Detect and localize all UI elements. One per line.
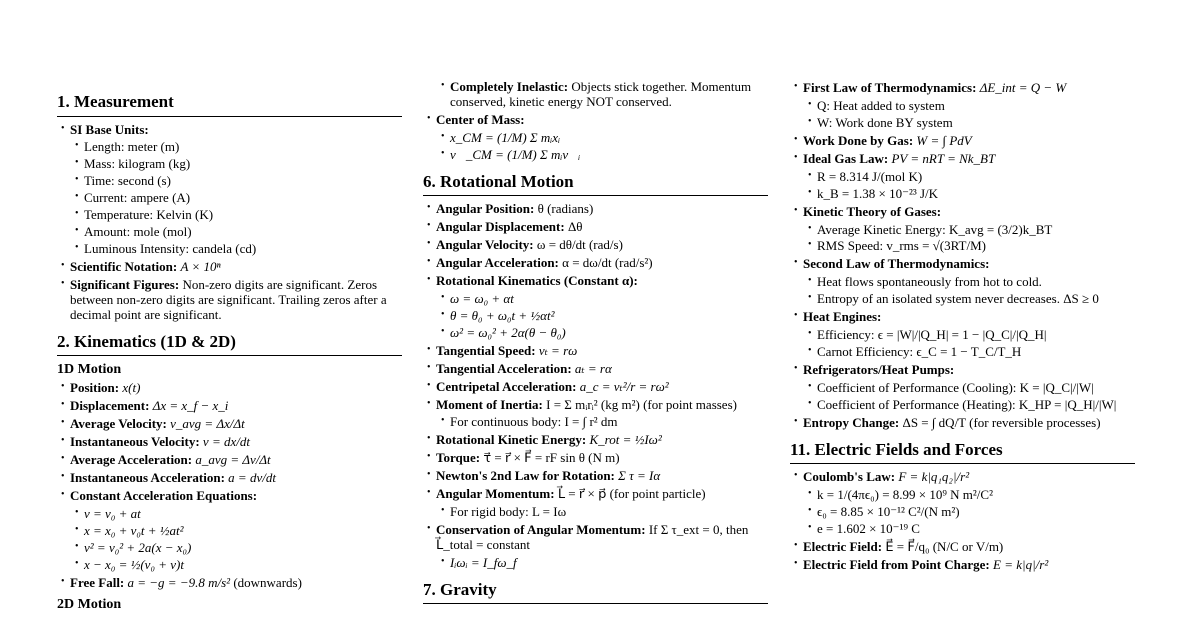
list-item xyxy=(57,381,402,396)
item-value: vₜ = rω xyxy=(538,342,578,358)
list-item xyxy=(790,363,1135,413)
center-of-mass-label: Center of Mass: xyxy=(436,111,525,127)
list-item xyxy=(790,416,1135,431)
electric-field-label: Electric Field: xyxy=(803,539,883,555)
first-law-w: W: Work done BY system xyxy=(817,114,953,130)
list-item xyxy=(423,256,768,271)
list-item xyxy=(804,505,1135,520)
list-item xyxy=(790,257,1135,307)
moment-of-inertia-value: I = Σ mᵢrᵢ² (kg m²) (for point masses) xyxy=(546,396,737,412)
significant-figures-text: Non-zero digits are significant. Zeros between non-zero digits are significant. Trailing zeros after a decimal point are significant. xyxy=(70,276,387,322)
equation: x = x₀ + v₀t + ½at² xyxy=(84,522,184,538)
list-item xyxy=(423,398,768,431)
list-item xyxy=(804,239,1135,254)
carnot-efficiency: Carnot Efficiency: ϵ_C = 1 − T_C/T_H xyxy=(817,344,1022,360)
inst-accel-value: a = dv/dt xyxy=(228,470,276,486)
si-base-units-label: SI Base Units: xyxy=(70,121,149,137)
item-label: Angular Position: xyxy=(436,201,535,217)
list-item xyxy=(57,576,402,591)
position-value: x(t) xyxy=(122,380,141,396)
equation: v = v₀ + at xyxy=(84,506,141,521)
list-item xyxy=(790,205,1135,255)
unit-current: Current: ampere (A) xyxy=(84,190,191,206)
item-label: Angular Velocity: xyxy=(436,237,534,253)
list-item xyxy=(423,362,768,377)
list-item xyxy=(804,345,1135,360)
entropy-change-value: ΔS = ∫ dQ/T (for reversible processes) xyxy=(902,414,1101,430)
avg-kinetic-energy: Average Kinetic Energy: K_avg = (3/2)k_BT xyxy=(817,221,1053,237)
list-item xyxy=(57,260,402,275)
unit-luminous: Luminous Intensity: candela (cd) xyxy=(84,241,257,257)
item-value: τ⃗ = r⃗ × F⃗ = rF sin θ (N m) xyxy=(483,450,620,466)
list-item xyxy=(804,522,1135,537)
list-item xyxy=(790,310,1135,360)
list-item xyxy=(804,488,1135,503)
inst-velocity-value: v = dx/dt xyxy=(202,434,250,450)
list-item xyxy=(71,558,402,573)
list-item xyxy=(57,471,402,486)
list-item xyxy=(804,187,1135,202)
displacement-value: Δx = x_f − x_i xyxy=(152,398,229,414)
list-item xyxy=(57,399,402,414)
list-item xyxy=(57,123,402,258)
item-label: Centripetal Acceleration: xyxy=(436,378,577,394)
list-item xyxy=(423,202,768,217)
list-item xyxy=(790,470,1135,537)
list-item xyxy=(423,220,768,235)
efficiency: Efficiency: ϵ = |W|/|Q_H| = 1 − |Q_C|/|Q_H| xyxy=(817,327,1047,343)
equation: ω² = ω₀² + 2α(θ − θ₀) xyxy=(450,324,566,340)
item-label: Newton's 2nd Law for Rotation: xyxy=(436,468,615,484)
gas-constant: R = 8.314 J/(mol K) xyxy=(817,168,923,184)
inst-accel-label: Instantaneous Acceleration: xyxy=(70,470,225,486)
equation: Iᵢωᵢ = I_fω_f xyxy=(450,554,517,570)
moment-of-inertia-label: Moment of Inertia: xyxy=(436,396,543,412)
first-law-q: Q: Heat added to system xyxy=(817,97,945,113)
list-item xyxy=(57,417,402,432)
item-label: Tangential Speed: xyxy=(436,342,536,358)
list-item xyxy=(804,99,1135,114)
list-item xyxy=(423,238,768,253)
ideal-gas-label: Ideal Gas Law: xyxy=(803,150,889,166)
list-item xyxy=(423,274,768,341)
item-label: Rotational Kinetic Energy: xyxy=(436,432,587,448)
equation: ω = ω₀ + αt xyxy=(450,290,514,306)
list-item xyxy=(71,174,402,189)
avg-accel-value: a_avg = Δv/Δt xyxy=(195,452,271,468)
angular-momentum-label: Angular Momentum: xyxy=(436,486,555,502)
list-item xyxy=(804,223,1135,238)
list-item xyxy=(423,487,768,520)
subheading-1d-motion: 1D Motion xyxy=(57,362,122,378)
section-title-rotational-motion: 6. Rotational Motion xyxy=(423,172,768,197)
list-item xyxy=(57,435,402,450)
item-label: Angular Displacement: xyxy=(436,219,565,235)
significant-figures-label: Significant Figures: xyxy=(70,276,180,292)
list-item xyxy=(57,278,402,323)
column-1 xyxy=(57,92,402,616)
section-title-gravity: 7. Gravity xyxy=(423,580,768,605)
list-item xyxy=(423,113,768,163)
section-title-electric-fields: 11. Electric Fields and Forces xyxy=(790,440,1135,465)
list-item xyxy=(57,453,402,468)
list-item xyxy=(423,451,768,466)
column-2 xyxy=(423,80,768,610)
completely-inelastic-text: Objects stick together. Momentum conserved, kinetic energy NOT conserved. xyxy=(450,79,752,109)
scientific-notation-value: A × 10ⁿ xyxy=(180,259,221,275)
heat-engines-label: Heat Engines: xyxy=(803,309,882,325)
equation: θ = θ₀ + ω₀t + ½αt² xyxy=(450,307,555,323)
unit-mass: Mass: kilogram (kg) xyxy=(84,156,191,172)
list-item xyxy=(790,81,1135,131)
section-title-kinematics: 2. Kinematics (1D & 2D) xyxy=(57,332,402,357)
work-gas-value: W = ∫ PdV xyxy=(916,132,972,148)
list-item xyxy=(790,558,1135,573)
rigid-body-text: For rigid body: L = Iω xyxy=(450,504,567,520)
list-item xyxy=(71,157,402,172)
list-item xyxy=(423,344,768,359)
list-item xyxy=(57,489,402,573)
avg-velocity-value: v_avg = Δx/Δt xyxy=(170,416,245,432)
equation: v⃗_CM = (1/M) Σ mᵢv⃗ᵢ xyxy=(450,146,581,162)
list-item xyxy=(437,556,768,571)
item-value: K_rot = ½Iω² xyxy=(589,432,662,448)
item-value: a_c = vₜ²/r = rω² xyxy=(579,378,669,394)
first-law-value: ΔE_int = Q − W xyxy=(979,80,1067,95)
item-value: Σ τ = Iα xyxy=(618,468,661,484)
list-item xyxy=(804,292,1135,307)
list-item xyxy=(437,80,768,110)
unit-time: Time: second (s) xyxy=(84,173,171,189)
second-law-text: Entropy of an isolated system never decreases. ΔS ≥ 0 xyxy=(817,291,1099,307)
kinetic-theory-label: Kinetic Theory of Gases: xyxy=(803,203,942,219)
list-item xyxy=(790,134,1135,149)
list-item xyxy=(804,381,1135,396)
rotational-kinematics-label: Rotational Kinematics (Constant α): xyxy=(436,272,638,288)
continuous-body-text: For continuous body: I = ∫ r² dm xyxy=(450,414,618,430)
item-value: Δθ xyxy=(567,219,583,235)
list-item xyxy=(71,225,402,240)
collisions-list xyxy=(423,80,768,163)
list-item xyxy=(437,505,768,520)
list-item xyxy=(437,131,768,146)
equation: x − x₀ = ½(v₀ + v)t xyxy=(84,556,184,572)
avg-velocity-label: Average Velocity: xyxy=(70,416,167,432)
unit-amount: Amount: mole (mol) xyxy=(84,224,192,240)
item-value: θ (radians) xyxy=(537,201,594,217)
electric-field-value: E⃗ = F⃗/q₀ (N/C or V/m) xyxy=(885,539,1004,555)
unit-length: Length: meter (m) xyxy=(84,139,180,155)
list-item xyxy=(790,540,1135,555)
list-item xyxy=(804,328,1135,343)
list-item xyxy=(790,152,1135,202)
refrigerators-label: Refrigerators/Heat Pumps: xyxy=(803,362,955,377)
list-item xyxy=(804,116,1135,131)
list-item xyxy=(71,524,402,539)
list-item xyxy=(423,469,768,484)
angular-momentum-value: L⃗ = r⃗ × p⃗ (for point particle) xyxy=(557,486,706,502)
conservation-angular-momentum-label: Conservation of Angular Momentum: xyxy=(436,522,646,538)
list-item xyxy=(423,380,768,395)
avg-accel-label: Average Acceleration: xyxy=(70,452,193,468)
elementary-charge: e = 1.602 × 10⁻¹⁹ C xyxy=(817,521,920,537)
ideal-gas-value: PV = nRT = Nk_BT xyxy=(891,150,996,166)
free-fall-value: a = −g = −9.8 m/s² xyxy=(127,574,231,590)
list-item xyxy=(437,326,768,341)
rms-speed: RMS Speed: v_rms = √(3RT/M) xyxy=(817,238,986,254)
item-value: α = dω/dt (rad/s²) xyxy=(562,255,653,271)
list-item xyxy=(437,148,768,163)
first-law-label: First Law of Thermodynamics: xyxy=(803,80,977,95)
list-item xyxy=(437,292,768,307)
equation: v² = v₀² + 2a(x − x₀) xyxy=(84,539,192,555)
scientific-notation-label: Scientific Notation: xyxy=(70,259,178,275)
second-law-label: Second Law of Thermodynamics: xyxy=(803,256,990,272)
position-label: Position: xyxy=(70,380,120,396)
list-item xyxy=(71,507,402,522)
list-item xyxy=(804,170,1135,185)
free-fall-note: (downwards) xyxy=(233,574,302,590)
const-accel-eq-label: Constant Acceleration Equations: xyxy=(70,488,258,504)
list-item xyxy=(71,191,402,206)
list-item xyxy=(804,398,1135,413)
list-item xyxy=(423,523,768,571)
cop-cooling: Coefficient of Performance (Cooling): K = |Q_C|/|W| xyxy=(817,379,1094,395)
list-item xyxy=(71,541,402,556)
list-item xyxy=(71,140,402,155)
item-label: Angular Acceleration: xyxy=(436,255,559,271)
free-fall-label: Free Fall: xyxy=(70,574,125,590)
boltzmann-constant: k_B = 1.38 × 10⁻²³ J/K xyxy=(817,185,939,201)
list-item xyxy=(437,309,768,324)
equation: x_CM = (1/M) Σ mᵢxᵢ xyxy=(450,129,561,145)
list-item xyxy=(804,275,1135,290)
coulomb-constant: k = 1/(4πϵ₀) = 8.99 × 10⁹ N m²/C² xyxy=(817,487,993,503)
column-3 xyxy=(790,81,1135,576)
electric-field-point-charge-value: E = k|q|/r² xyxy=(993,556,1049,572)
inst-velocity-label: Instantaneous Velocity: xyxy=(70,434,200,450)
measurement-list xyxy=(57,123,402,323)
coulombs-law-label: Coulomb's Law: xyxy=(803,469,896,485)
list-item xyxy=(71,208,402,223)
displacement-label: Displacement: xyxy=(70,398,150,414)
cop-heating: Coefficient of Performance (Heating): K_HP = |Q_H|/|W| xyxy=(817,396,1117,412)
completely-inelastic-label: Completely Inelastic: xyxy=(450,79,569,94)
list-item xyxy=(437,415,768,430)
coulombs-law-value: F = k|q₁q₂|/r² xyxy=(898,469,970,485)
list-item xyxy=(71,242,402,257)
rotational-list xyxy=(423,202,768,571)
item-label: Tangential Acceleration: xyxy=(436,360,572,376)
conservation-angular-momentum-value: If Σ τ_ext = 0, then L⃗_total = constant xyxy=(436,522,749,553)
electric-list xyxy=(790,470,1135,573)
kinematics-list xyxy=(57,381,402,590)
list-item xyxy=(423,433,768,448)
item-label: Torque: xyxy=(436,450,481,466)
item-value: aₜ = rα xyxy=(574,360,612,376)
permittivity: ϵ₀ = 8.85 × 10⁻¹² C²/(N m²) xyxy=(817,504,960,520)
electric-field-point-charge-label: Electric Field from Point Charge: xyxy=(803,556,990,572)
item-value: ω = dθ/dt (rad/s) xyxy=(536,237,623,253)
subheading-2d-motion: 2D Motion xyxy=(57,596,122,612)
work-gas-label: Work Done by Gas: xyxy=(803,132,914,148)
second-law-text: Heat flows spontaneously from hot to cold. xyxy=(817,274,1042,290)
unit-temperature: Temperature: Kelvin (K) xyxy=(84,207,214,223)
thermo-list xyxy=(790,81,1135,431)
entropy-change-label: Entropy Change: xyxy=(803,414,900,430)
section-title-measurement: 1. Measurement xyxy=(57,92,402,117)
